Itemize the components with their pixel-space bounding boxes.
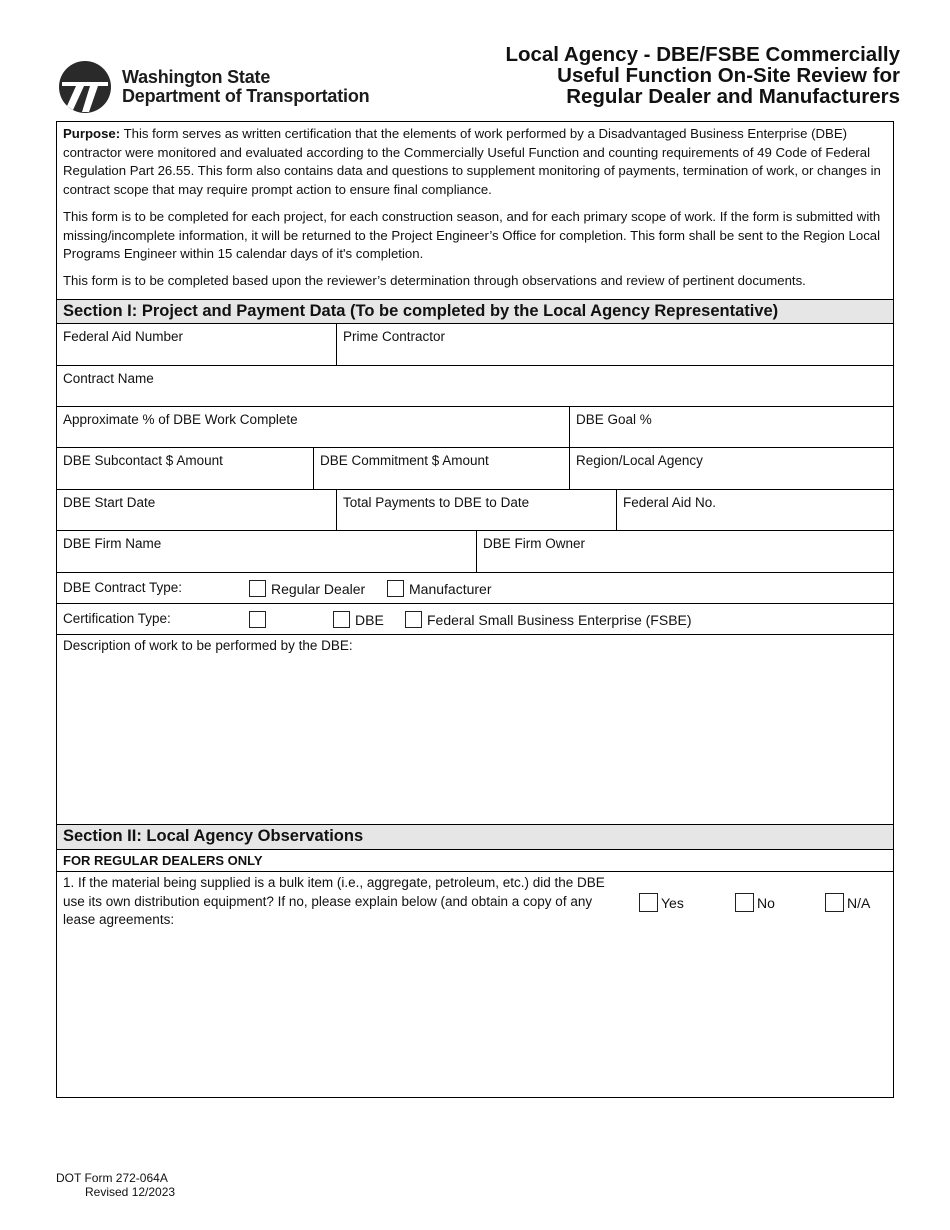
q1-no-label: No (757, 894, 775, 911)
approx-pct-field[interactable] (57, 407, 569, 447)
manufacturer-label: Manufacturer (409, 580, 492, 597)
wsdot-emblem-icon (58, 60, 112, 114)
fsbe-checkbox[interactable] (405, 611, 422, 628)
row-approx (57, 407, 893, 448)
q1-yes-checkbox[interactable] (639, 893, 658, 912)
federal-aid-no-field[interactable] (616, 490, 893, 530)
contract-name-field[interactable] (57, 366, 893, 406)
row-dates (57, 490, 893, 531)
region-agency-label: Region/Local Agency (576, 453, 703, 468)
region-agency-field[interactable] (569, 448, 893, 489)
purpose-block (57, 122, 893, 291)
row-amounts (57, 448, 893, 490)
description-label: Description of work to be performed by the DBE: (63, 638, 353, 653)
contract-name-label: Contract Name (63, 371, 154, 386)
regular-dealers-subhead: FOR REGULAR DEALERS ONLY (57, 850, 893, 872)
q1-no-checkbox[interactable] (735, 893, 754, 912)
q1-na-option[interactable] (825, 893, 870, 912)
row-contract-name (57, 366, 893, 407)
total-payments-field[interactable] (336, 490, 616, 530)
prime-contractor-field[interactable] (336, 324, 893, 365)
row-cert-type (57, 604, 893, 635)
purpose-paragraph-3: This form is to be completed based upon the reviewer’s determination through observations and review of pertinent documents. (63, 272, 806, 288)
q1-yes-label: Yes (661, 894, 684, 911)
title-line-1: Local Agency - DBE/FSBE Commercially (505, 43, 900, 66)
cert-blank-option[interactable] (249, 611, 266, 628)
firm-name-field[interactable] (57, 531, 476, 572)
q1-na-label: N/A (847, 894, 871, 911)
dbe-goal-label: DBE Goal % (576, 412, 652, 427)
regular-dealer-option[interactable] (249, 580, 365, 597)
cert-type-label: Certification Type: (63, 611, 171, 626)
dbe-option-label: DBE (355, 611, 384, 628)
fsbe-option[interactable] (405, 611, 692, 628)
purpose-paragraph-1 (63, 125, 887, 200)
regular-dealer-label: Regular Dealer (271, 580, 366, 597)
q1-yes-option[interactable] (639, 893, 684, 912)
question-1-text: 1. If the material being supplied is a bulk item (i.e., aggregate, petroleum, etc.) did the DBE use its own distribution equipment? If no, please explain below (and obtain a copy of any lease agreements: (63, 875, 605, 927)
form-footer (56, 1171, 175, 1199)
section-2-header: Section II: Local Agency Observations (57, 824, 893, 850)
manufacturer-checkbox[interactable] (387, 580, 404, 597)
cert-blank-checkbox[interactable] (249, 611, 266, 628)
subcontract-amount-label: DBE Subcontact $ Amount (63, 453, 223, 468)
regular-dealer-checkbox[interactable] (249, 580, 266, 597)
total-payments-label: Total Payments to DBE to Date (343, 495, 530, 510)
title-line-3: Regular Dealer and Manufacturers (566, 85, 900, 108)
federal-aid-number-field[interactable] (57, 324, 336, 365)
form-title (460, 44, 900, 107)
row-federal-aid (57, 324, 893, 366)
purpose-paragraph-2: This form is to be completed for each project, for each construction season, and for each primary scope of work. If the form is submitted with missing/incomplete information, it will be returned to the Project Engineer’s Office for completion. This form shall be sent to the Region Local Programs Engineer within 15 calendar days of it's completion. (63, 208, 881, 262)
contract-type-label: DBE Contract Type: (63, 580, 183, 595)
approx-pct-label: Approximate % of DBE Work Complete (63, 412, 298, 427)
q1-na-checkbox[interactable] (825, 893, 844, 912)
federal-aid-number-label: Federal Aid Number (63, 329, 184, 344)
title-line-2: Useful Function On-Site Review for (557, 64, 900, 87)
manufacturer-option[interactable] (387, 580, 491, 597)
commitment-amount-label: DBE Commitment $ Amount (320, 453, 489, 468)
firm-name-label: DBE Firm Name (63, 536, 162, 551)
dbe-goal-field[interactable] (569, 407, 893, 447)
wsdot-logo (58, 59, 388, 115)
federal-aid-no-label: Federal Aid No. (623, 495, 717, 510)
commitment-amount-field[interactable] (313, 448, 569, 489)
section-1-header: Section I: Project and Payment Data (To be completed by the Local Agency Representative) (57, 299, 893, 324)
firm-owner-label: DBE Firm Owner (483, 536, 586, 551)
revised-date: Revised 12/2023 (85, 1185, 176, 1199)
purpose-text-1: This form serves as written certification that the elements of work performed by a Disadvantaged Business Enterprise (DBE) contractor were monitored and evaluated according to the Commercially Useful Function and counting requirements of 49 Code of Federal Regulation Part 26.55. This form also contains data and questions to supplement monitoring of payments, termination of work, or changes in contract scope that may require prompt action to ensure final compliance. (63, 126, 881, 198)
purpose-label: Purpose: (63, 126, 121, 141)
dbe-option[interactable] (333, 611, 384, 628)
prime-contractor-label: Prime Contractor (343, 329, 446, 344)
form-number: DOT Form 272-064A (56, 1171, 168, 1185)
logo-line-1: Washington State (122, 67, 271, 87)
description-area[interactable] (57, 635, 893, 824)
row-firm (57, 531, 893, 573)
start-date-label: DBE Start Date (63, 495, 156, 510)
row-contract-type (57, 573, 893, 604)
firm-owner-field[interactable] (476, 531, 893, 572)
dbe-checkbox[interactable] (333, 611, 350, 628)
start-date-field[interactable] (57, 490, 336, 530)
q1-no-option[interactable] (735, 893, 775, 912)
form-frame (56, 121, 894, 1098)
fsbe-option-label: Federal Small Business Enterprise (FSBE) (427, 611, 692, 628)
subcontract-amount-field[interactable] (57, 448, 313, 489)
question-1-block (57, 872, 893, 1097)
logo-line-2: Department of Transportation (122, 86, 370, 106)
